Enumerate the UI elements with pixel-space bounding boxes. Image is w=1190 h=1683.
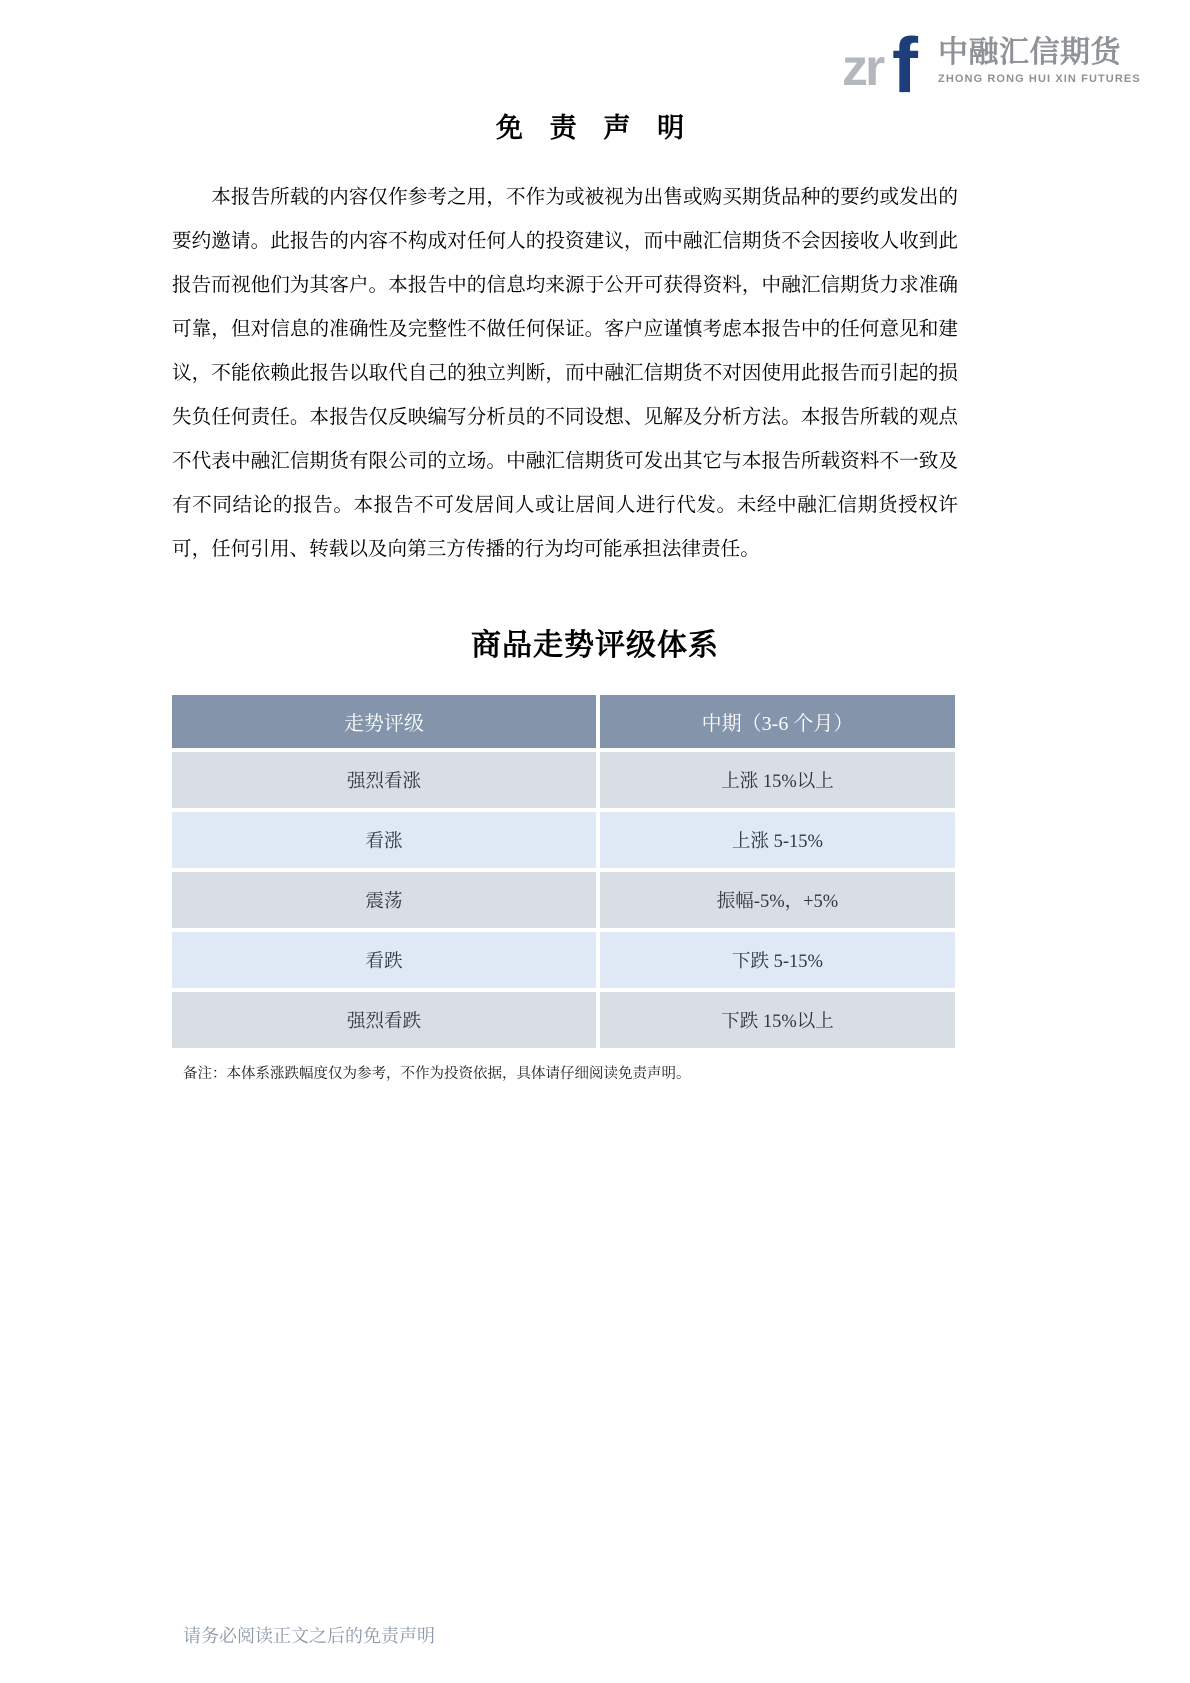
table-cell-range: 下跌 5-15% [600,932,955,988]
table-cell-range: 振幅-5%，+5% [600,872,955,928]
table-cell-rating: 震荡 [172,872,596,928]
company-name-en: ZHONG RONG HUI XIN FUTURES [938,73,1141,85]
table-note: 备注：本体系涨跌幅度仅为参考，不作为投资依据，具体请仔细阅读免责声明。 [183,1066,691,1082]
table-header-rating: 走势评级 [172,695,596,748]
section-title: 商品走势评级体系 [471,629,719,662]
table-cell-rating: 强烈看跌 [172,992,596,1048]
company-logo [842,21,1141,109]
table-cell-rating: 看跌 [172,932,596,988]
table-cell-range: 上涨 15%以上 [600,752,955,808]
page-footer-disclaimer: 请务必阅读正文之后的免责声明 [183,1626,435,1646]
logo-zr-letters: zr [842,39,883,97]
company-name-cn: 中融汇信期货 [938,36,1121,69]
page-title: 免 责 声 明 [495,113,695,143]
disclaimer-paragraph: 本报告所载的内容仅作参考之用，不作为或被视为出售或购买期货品种的要约或发出的要约邀请。此报告的内容不构成对任何人的投资建议，而中融汇信期货不会因接收人收到此报告而视他们为其客户。本报告中的信息均来源于公开可获得资料，中融汇信期货力求准确可靠，但对信息的准确性及完整性不做任何保证。客户应谨慎考虑本报告中的任何意见和建议，不能依赖此报告以取代自己的独立判断，而中融汇信期货不对因使用此报告而引起的损失负任何责任。本报告仅反映编写分析员的不同设想、见解及分析方法。本报告所载的观点不代表中融汇信期货有限公司的立场。中融汇信期货可发出其它与本报告所载资料不一致及有不同结论的报告。本报告不可发居间人或让居间人进行代发。未经中融汇信期货授权许可，任何引用、转载以及向第三方传播的行为均可能承担法律责任。 [172,187,958,560]
logo-text-block [938,38,1141,85]
logo-f-letter: f [892,21,918,109]
table-cell-range: 上涨 5-15% [600,812,955,868]
rating-table [172,695,955,1048]
table-header-midterm: 中期（3-6 个月） [600,695,955,748]
table-cell-rating: 强烈看涨 [172,752,596,808]
table-cell-rating: 看涨 [172,812,596,868]
table-cell-range: 下跌 15%以上 [600,992,955,1048]
